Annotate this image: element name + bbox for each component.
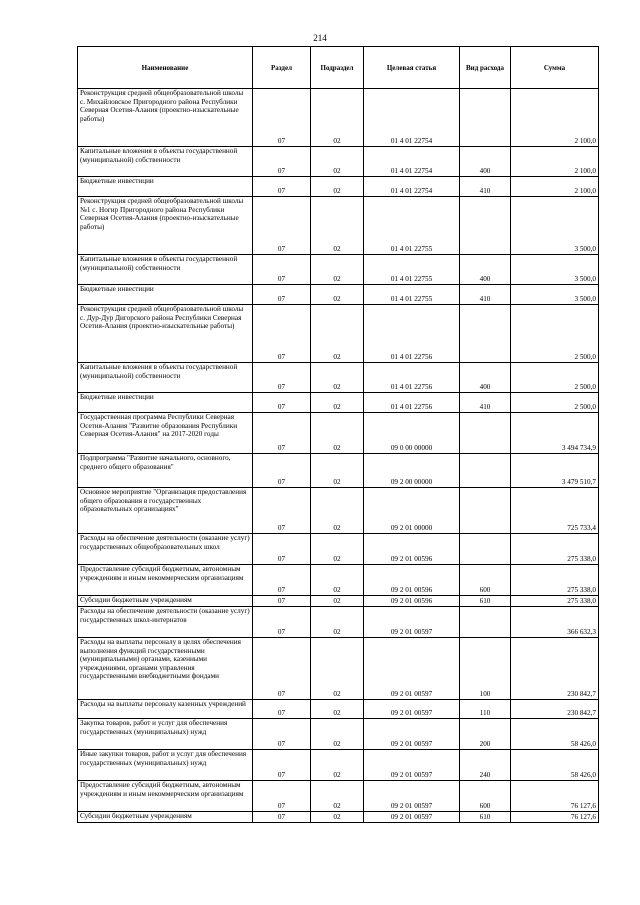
table-row <box>78 719 599 750</box>
row-vid: 610 <box>460 812 511 823</box>
row-razdel: 07 <box>253 89 311 147</box>
row-razdel: 07 <box>253 812 311 823</box>
row-podrazdel: 02 <box>311 305 364 363</box>
row-razdel: 07 <box>253 454 311 488</box>
row-target: 09 2 01 00597 <box>364 700 460 719</box>
row-sum: 58 426,0 <box>511 750 599 781</box>
table-row <box>78 255 599 285</box>
row-podrazdel: 02 <box>311 363 364 393</box>
row-podrazdel: 02 <box>311 565 364 596</box>
row-target: 01 4 01 22756 <box>364 393 460 413</box>
row-vid: 400 <box>460 255 511 285</box>
header-sum: Сумма <box>511 47 599 89</box>
row-razdel: 07 <box>253 781 311 812</box>
row-podrazdel: 02 <box>311 781 364 812</box>
row-razdel: 07 <box>253 177 311 197</box>
row-sum: 275 338,0 <box>511 565 599 596</box>
row-sum: 275 338,0 <box>511 596 599 607</box>
row-sum: 3 500,0 <box>511 285 599 305</box>
table-row <box>78 812 599 823</box>
row-vid: 600 <box>460 565 511 596</box>
row-razdel: 07 <box>253 596 311 607</box>
row-podrazdel: 02 <box>311 812 364 823</box>
row-podrazdel: 02 <box>311 719 364 750</box>
row-vid <box>460 607 511 638</box>
table-row <box>78 89 599 147</box>
row-sum: 3 479 510,7 <box>511 454 599 488</box>
row-name: Расходы на обеспечение деятельности (оказание услуг) государственных общеобразовательных школ <box>78 534 253 565</box>
row-vid: 240 <box>460 750 511 781</box>
row-target: 01 4 01 22755 <box>364 197 460 255</box>
table-row <box>78 781 599 812</box>
row-name: Бюджетные инвестиции <box>78 285 253 305</box>
row-vid: 410 <box>460 177 511 197</box>
row-name: Капитальные вложения в объекты государственной (муниципальной) собственности <box>78 363 253 393</box>
row-sum: 2 500,0 <box>511 305 599 363</box>
row-razdel: 07 <box>253 488 311 534</box>
row-target: 09 2 01 00597 <box>364 750 460 781</box>
row-podrazdel: 02 <box>311 393 364 413</box>
table-row <box>78 177 599 197</box>
table-row <box>78 147 599 177</box>
table-row <box>78 393 599 413</box>
row-podrazdel: 02 <box>311 596 364 607</box>
table-row <box>78 596 599 607</box>
row-sum: 58 426,0 <box>511 719 599 750</box>
row-podrazdel: 02 <box>311 534 364 565</box>
row-name: Иные закупки товаров, работ и услуг для обеспечения государственных (муниципальных) нужд <box>78 750 253 781</box>
row-vid: 610 <box>460 596 511 607</box>
row-name: Капитальные вложения в объекты государственной (муниципальной) собственности <box>78 255 253 285</box>
page-number: 214 <box>313 33 327 43</box>
row-vid: 200 <box>460 719 511 750</box>
row-sum: 275 338,0 <box>511 534 599 565</box>
row-podrazdel: 02 <box>311 147 364 177</box>
row-sum: 230 842,7 <box>511 638 599 700</box>
row-razdel: 07 <box>253 285 311 305</box>
row-target: 09 2 01 00597 <box>364 638 460 700</box>
row-name: Государственная программа Республики Северная Осетия-Алания "Развитие образования Республики Северная Осетия-Алания" на 2017-2020 годы <box>78 413 253 454</box>
budget-table <box>77 46 599 823</box>
row-name: Предоставление субсидий бюджетным, автономным учреждениям и иным некоммерческим организациям <box>78 565 253 596</box>
row-vid <box>460 413 511 454</box>
row-vid: 400 <box>460 147 511 177</box>
row-target: 09 2 01 00597 <box>364 719 460 750</box>
row-vid <box>460 454 511 488</box>
row-vid: 110 <box>460 700 511 719</box>
row-razdel: 07 <box>253 700 311 719</box>
row-vid <box>460 534 511 565</box>
row-name: Бюджетные инвестиции <box>78 393 253 413</box>
row-name: Расходы на выплаты персоналу в целях обеспечения выполнения функций государственными (муниципальными) органами, казенными учреждениями, органами управления государственными внебюджетными фондами <box>78 638 253 700</box>
row-sum: 230 842,7 <box>511 700 599 719</box>
row-target: 01 4 01 22755 <box>364 255 460 285</box>
header-target: Целевая статья <box>364 47 460 89</box>
row-target: 01 4 01 22756 <box>364 305 460 363</box>
row-name: Субсидии бюджетным учреждениям <box>78 812 253 823</box>
table-row <box>78 488 599 534</box>
row-target: 01 4 01 22754 <box>364 89 460 147</box>
header-name: Наименование <box>78 47 253 89</box>
row-podrazdel: 02 <box>311 177 364 197</box>
row-vid: 600 <box>460 781 511 812</box>
row-podrazdel: 02 <box>311 413 364 454</box>
row-podrazdel: 02 <box>311 638 364 700</box>
table-row <box>78 454 599 488</box>
row-target: 09 2 01 00000 <box>364 488 460 534</box>
row-target: 09 2 01 00596 <box>364 534 460 565</box>
row-razdel: 07 <box>253 305 311 363</box>
header-razdel: Раздел <box>253 47 311 89</box>
row-target: 09 2 01 00596 <box>364 565 460 596</box>
row-name: Бюджетные инвестиции <box>78 177 253 197</box>
table-row <box>78 413 599 454</box>
row-name: Реконструкция средней общеобразовательной школы с. Дур-Дур Дигорского района Республики Северная Осетия-Алания (проектно-изыскательные работы) <box>78 305 253 363</box>
row-podrazdel: 02 <box>311 255 364 285</box>
row-target: 01 4 01 22756 <box>364 363 460 393</box>
table-row <box>78 285 599 305</box>
table-row <box>78 638 599 700</box>
row-target: 09 2 01 00597 <box>364 781 460 812</box>
row-name: Реконструкция средней общеобразовательной школы с. Михайловское Пригородного района Республики Северная Осетия-Алания (проектно-изыскательные работы) <box>78 89 253 147</box>
row-sum: 76 127,6 <box>511 812 599 823</box>
row-razdel: 07 <box>253 197 311 255</box>
row-podrazdel: 02 <box>311 750 364 781</box>
row-razdel: 07 <box>253 534 311 565</box>
table-row <box>78 750 599 781</box>
row-name: Предоставление субсидий бюджетным, автономным учреждениям и иным некоммерческим организациям <box>78 781 253 812</box>
row-sum: 3 500,0 <box>511 197 599 255</box>
row-razdel: 07 <box>253 565 311 596</box>
row-name: Закупка товаров, работ и услуг для обеспечения государственных (муниципальных) нужд <box>78 719 253 750</box>
row-sum: 725 733,4 <box>511 488 599 534</box>
row-razdel: 07 <box>253 363 311 393</box>
header-vid: Вид расхода <box>460 47 511 89</box>
row-sum: 76 127,6 <box>511 781 599 812</box>
table-row <box>78 363 599 393</box>
table-row <box>78 305 599 363</box>
row-razdel: 07 <box>253 607 311 638</box>
table-body <box>78 89 599 823</box>
row-target: 09 2 01 00597 <box>364 812 460 823</box>
row-vid: 410 <box>460 393 511 413</box>
row-razdel: 07 <box>253 413 311 454</box>
header-podrazdel: Подраздел <box>311 47 364 89</box>
row-target: 09 2 00 00000 <box>364 454 460 488</box>
row-razdel: 07 <box>253 750 311 781</box>
row-name: Субсидии бюджетным учреждениям <box>78 596 253 607</box>
row-podrazdel: 02 <box>311 700 364 719</box>
row-razdel: 07 <box>253 719 311 750</box>
row-target: 09 2 01 00596 <box>364 596 460 607</box>
row-target: 09 0 00 00000 <box>364 413 460 454</box>
row-name: Расходы на выплаты персоналу казенных учреждений <box>78 700 253 719</box>
row-target: 01 4 01 22754 <box>364 177 460 197</box>
row-target: 01 4 01 22755 <box>364 285 460 305</box>
row-sum: 3 494 734,9 <box>511 413 599 454</box>
table-row <box>78 534 599 565</box>
row-vid <box>460 197 511 255</box>
row-vid: 400 <box>460 363 511 393</box>
row-razdel: 07 <box>253 393 311 413</box>
row-vid <box>460 488 511 534</box>
row-sum: 2 500,0 <box>511 393 599 413</box>
row-name: Основное мероприятие "Организация предоставления общего образования в государственных образовательных организациях" <box>78 488 253 534</box>
table-row <box>78 565 599 596</box>
row-sum: 2 100,0 <box>511 177 599 197</box>
row-razdel: 07 <box>253 255 311 285</box>
row-razdel: 07 <box>253 147 311 177</box>
row-sum: 2 500,0 <box>511 363 599 393</box>
row-target: 01 4 01 22754 <box>364 147 460 177</box>
table-row <box>78 197 599 255</box>
row-name: Подпрограмма "Развитие начального, основного, среднего общего образования" <box>78 454 253 488</box>
row-sum: 2 100,0 <box>511 147 599 177</box>
table-row <box>78 700 599 719</box>
row-podrazdel: 02 <box>311 607 364 638</box>
row-vid <box>460 89 511 147</box>
row-podrazdel: 02 <box>311 454 364 488</box>
row-podrazdel: 02 <box>311 197 364 255</box>
row-podrazdel: 02 <box>311 89 364 147</box>
row-podrazdel: 02 <box>311 488 364 534</box>
row-name: Реконструкция средней общеобразовательной школы №1 с. Ногир Пригородного района Республики Северная Осетия-Алания (проектно-изыскательные работы) <box>78 197 253 255</box>
row-target: 09 2 01 00597 <box>364 607 460 638</box>
row-vid: 100 <box>460 638 511 700</box>
row-name: Капитальные вложения в объекты государственной (муниципальной) собственности <box>78 147 253 177</box>
row-sum: 3 500,0 <box>511 255 599 285</box>
row-sum: 366 632,3 <box>511 607 599 638</box>
row-vid: 410 <box>460 285 511 305</box>
row-podrazdel: 02 <box>311 285 364 305</box>
row-vid <box>460 305 511 363</box>
row-sum: 2 100,0 <box>511 89 599 147</box>
row-name: Расходы на обеспечение деятельности (оказание услуг) государственных школ-интернатов <box>78 607 253 638</box>
row-razdel: 07 <box>253 638 311 700</box>
table-header-row <box>78 47 599 89</box>
table-row <box>78 607 599 638</box>
